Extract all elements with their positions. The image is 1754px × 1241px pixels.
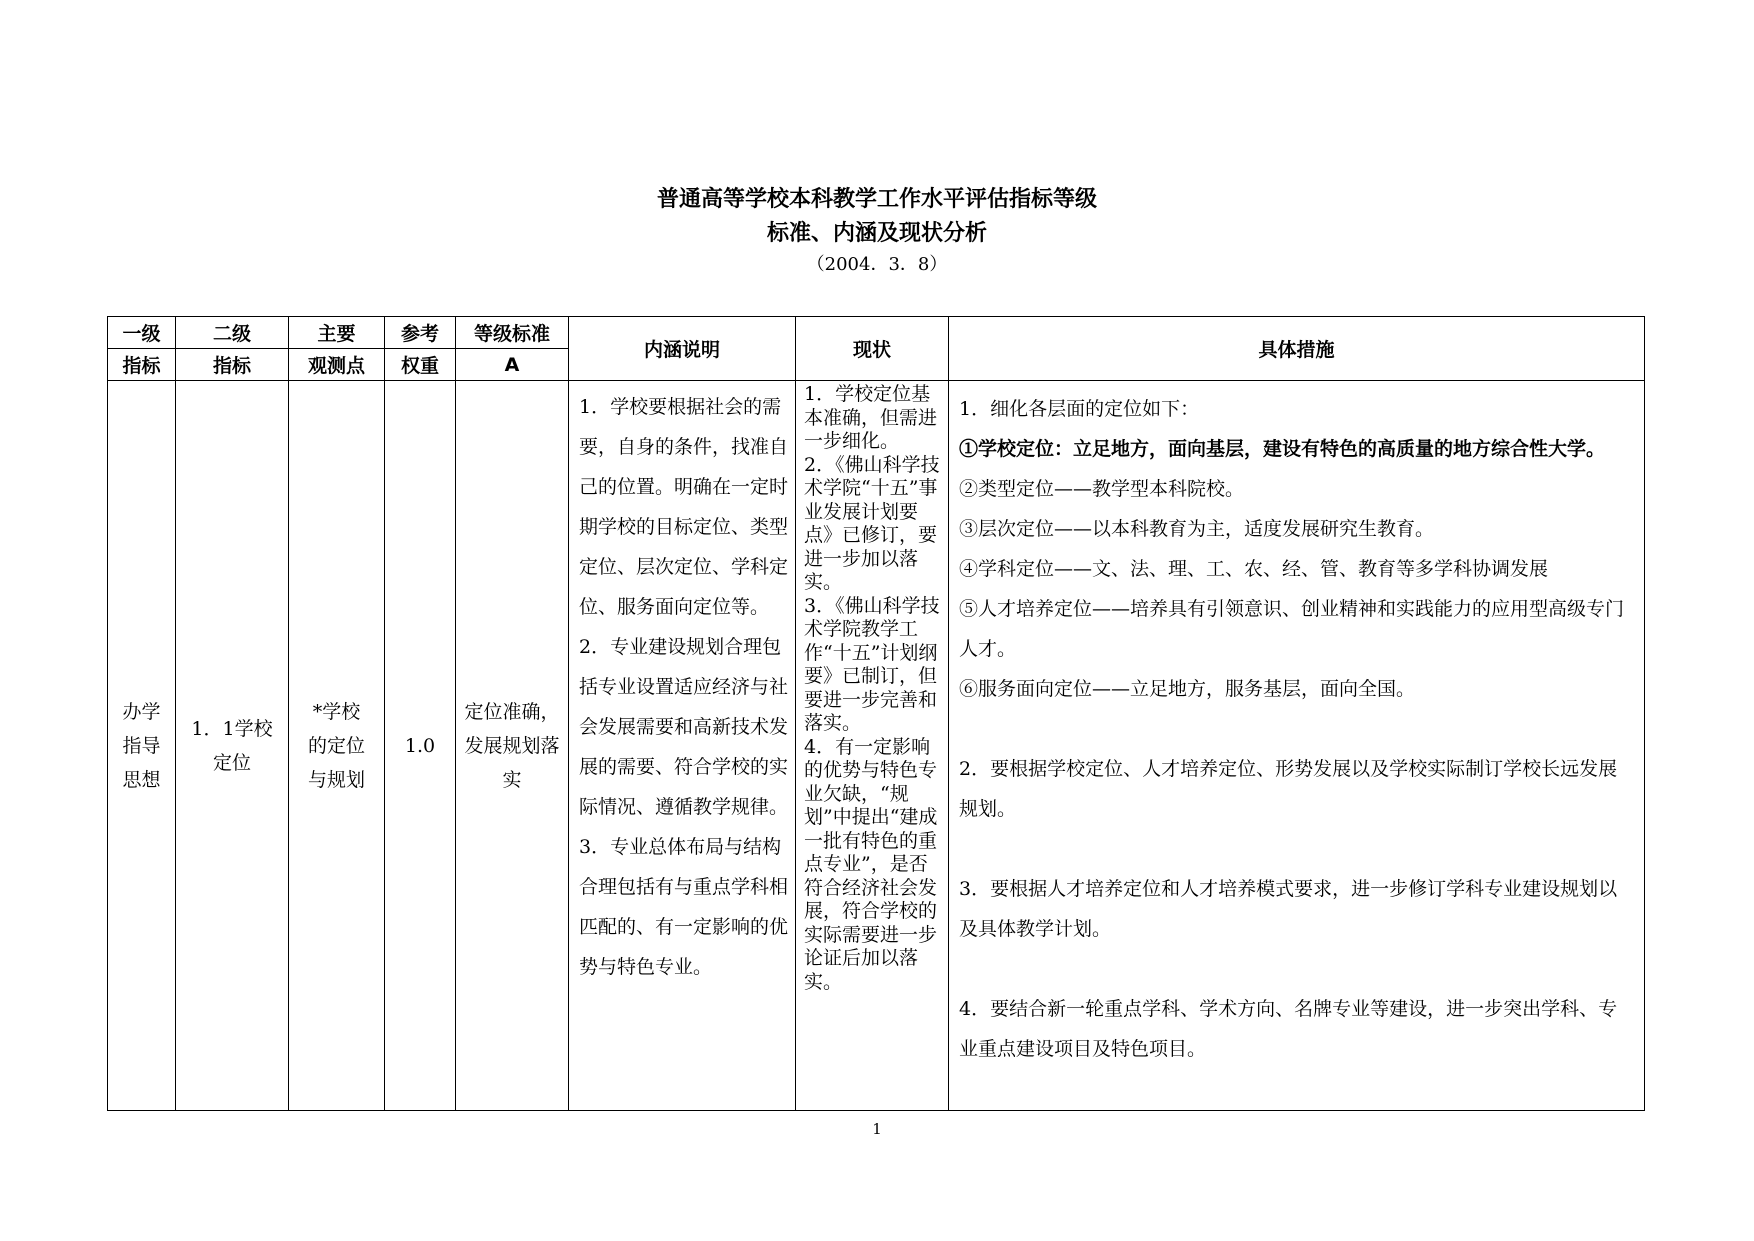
header-level2-bottom: 指标: [176, 349, 289, 381]
status-item-4: 4．有一定影响的优势与特色专业欠缺，“规划”中提出“建成一批有特色的重点专业”，是否符合经济社会发展，符合学校的实际需要进一步论证后加以落实。: [804, 735, 938, 993]
header-connotation: 内涵说明: [569, 317, 796, 381]
header-weight-bottom: 权重: [385, 349, 456, 381]
cell-level2: [176, 381, 289, 1111]
header-level2-top: 二级: [176, 317, 289, 349]
observe-text: *学校的定位与规划: [307, 700, 365, 791]
cell-grade: [456, 381, 569, 1111]
connotation-item-2: 2．专业建设规划合理包括专业设置适应经济与社会发展需要和高新技术发展的需要、符合学校的实际情况、遵循教学规律。: [579, 636, 789, 818]
status-item-2: 2．《佛山科学技术学院“十五”事业发展计划要点》已修订，要进一步加以落实。: [804, 453, 940, 593]
header-level1-top: 一级: [108, 317, 176, 349]
header-status: 现状: [796, 317, 949, 381]
measure-1-talent-positioning: ⑤人才培养定位——培养具有引领意识、创业精神和实践能力的应用型高级专门人才。: [959, 598, 1625, 660]
level1-text: 办学指导思想: [122, 700, 161, 791]
spacer: [959, 709, 1634, 749]
cell-weight: 1.0: [385, 381, 456, 1111]
measure-2: 2．要根据学校定位、人才培养定位、形势发展以及学校实际制订学校长远发展规划。: [959, 758, 1618, 820]
header-grade-top: 等级标准: [456, 317, 569, 349]
status-item-3: 3．《佛山科学技术学院教学工作“十五”计划纲要》已制订，但要进一步完善和落实。: [804, 594, 940, 734]
measure-3: 3．要根据人才培养定位和人才培养模式要求，进一步修订学科专业建设规划以及具体教学计划。: [959, 878, 1618, 940]
header-observe-top: 主要: [289, 317, 385, 349]
header-weight-top: 参考: [385, 317, 456, 349]
header-observe-bottom: 观测点: [289, 349, 385, 381]
table-row: [108, 381, 1645, 1111]
cell-connotation: [569, 381, 796, 1111]
measure-1-type-positioning: ②类型定位——教学型本科院校。: [959, 478, 1245, 500]
measure-1-discipline-positioning: ④学科定位——文、法、理、工、农、经、管、教育等多学科协调发展: [959, 558, 1549, 580]
header-measures: 具体措施: [949, 317, 1645, 381]
connotation-item-1: 1．学校要根据社会的需要，自身的条件，找准自己的位置。明确在一定时期学校的目标定位、类型定位、层次定位、学科定位、服务面向定位等。: [579, 396, 789, 618]
cell-status: [796, 381, 949, 1111]
header-level1-bottom: 指标: [108, 349, 176, 381]
measure-1-intro: 1．细化各层面的定位如下：: [959, 398, 1200, 420]
document-title: 普通高等学校本科教学工作水平评估指标等级: [656, 186, 1097, 212]
measure-1-school-positioning: ①学校定位：立足地方，面向基层，建设有特色的高质量的地方综合性大学。: [959, 438, 1606, 460]
cell-observe: [289, 381, 385, 1111]
document-subtitle: 标准、内涵及现状分析: [766, 220, 987, 246]
grade-text: 定位准确，发展规划落实: [464, 700, 560, 791]
cell-measures: [949, 381, 1645, 1111]
document-date: （2004．3．8）: [806, 254, 948, 275]
spacer: [959, 829, 1634, 869]
spacer: [959, 949, 1634, 989]
connotation-item-3: 3．专业总体布局与结构合理包括有与重点学科相匹配的、有一定影响的优势与特色专业。: [579, 836, 789, 978]
status-item-1: 1．学校定位基本准确，但需进一步细化。: [804, 383, 938, 452]
header-grade-bottom: A: [456, 349, 569, 381]
page-number: 1: [872, 1120, 882, 1138]
measure-1-service-positioning: ⑥服务面向定位——立足地方，服务基层，面向全国。: [959, 678, 1416, 700]
level2-text: 1．1学校定位: [191, 717, 273, 774]
measure-4: 4．要结合新一轮重点学科、学术方向、名牌专业等建设，进一步突出学科、专业重点建设项目及特色项目。: [959, 998, 1618, 1060]
evaluation-table: [107, 316, 1645, 1111]
measure-1-level-positioning: ③层次定位——以本科教育为主，适度发展研究生教育。: [959, 518, 1435, 540]
cell-level1: [108, 381, 176, 1111]
